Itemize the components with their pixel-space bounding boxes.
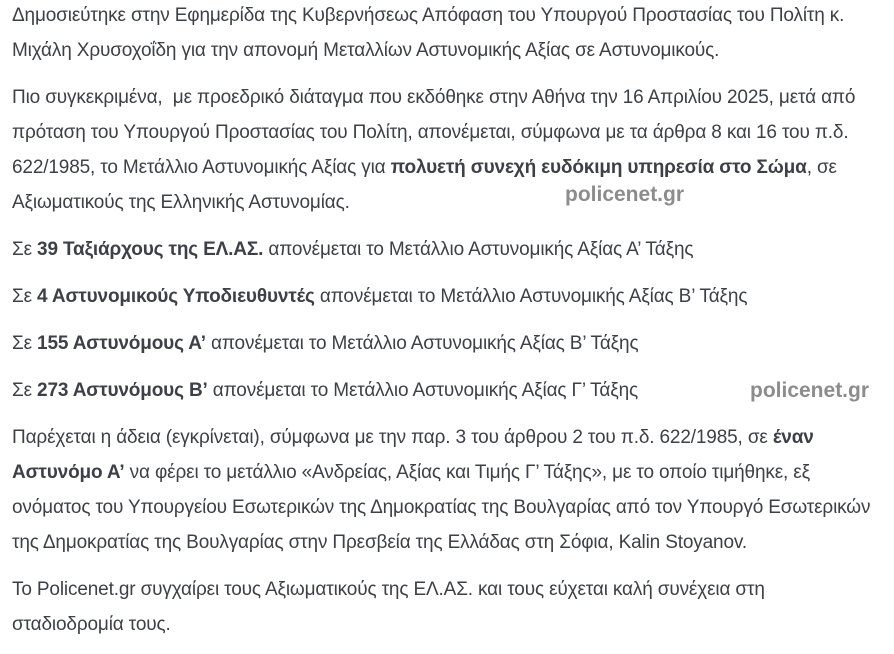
text-line: [12, 185, 888, 220]
text-run: Σε: [12, 333, 38, 354]
text-run: απονέμεται το Μετάλλιο Αστυνομικής Αξίας Β’ Τάξης: [205, 333, 639, 354]
text-run-bold: 4 Αστυνομικούς Υποδιευθυντές: [37, 286, 315, 307]
text-run: πρόταση του Υπουργού Προστασίας του Πολίτη, απονέμεται, σύμφωνα με τα άρθρα 8 και 16 του π.δ.: [12, 122, 849, 143]
text-run: Σε: [12, 239, 38, 260]
paragraph: [12, 232, 888, 267]
text-run-bold: πολυετή συνεχή ευδόκιμη υπηρεσία στο Σώμα: [390, 157, 807, 178]
text-run: Σε: [12, 380, 38, 401]
text-line: [12, 80, 888, 115]
paragraph: [12, 420, 888, 560]
text-run: σταδιοδρομία τους.: [12, 614, 171, 635]
text-line: [12, 572, 888, 607]
text-line: [12, 490, 888, 525]
paragraph: [12, 0, 888, 68]
text-line: [12, 525, 888, 560]
text-run: Σε: [12, 286, 38, 307]
text-run: απονέμεται το Μετάλλιο Αστυνομικής Αξίας Γ’ Τάξης: [207, 380, 639, 401]
text-run-bold: έναν: [772, 427, 814, 448]
text-run: απονέμεται το Μετάλλιο Αστυνομικής Αξίας Α’ Τάξης: [263, 239, 694, 260]
watermark-policenet: policenet.gr: [565, 183, 685, 206]
paragraph: [12, 279, 888, 314]
text-run: Μιχάλη Χρυσοχοΐδη για την απονομή Μεταλλίων Αστυνομικής Αξίας σε Αστυνομικούς.: [12, 40, 720, 61]
text-run: Πιο συγκεκριμένα, με προεδρικό διάταγμα που εκδόθηκε στην Αθήνα την 16 Απριλίου 2025, μετά από: [12, 87, 856, 108]
text-run-bold: 155 Αστυνόμους Α’: [37, 333, 206, 354]
text-run: Παρέχεται η άδεια (εγκρίνεται), σύμφωνα με την παρ. 3 του άρθρου 2 του π.δ. 622/1985, σε: [12, 427, 773, 448]
text-run: Δημοσιεύτηκε στην Εφημερίδα της Κυβερνήσεως Απόφαση του Υπουργού Προστασίας του Πολίτη κ.: [12, 5, 845, 26]
text-line: [12, 420, 888, 455]
article-body: [12, 0, 888, 654]
text-line: [12, 232, 888, 267]
text-run-bold: 39 Ταξιάρχους της ΕΛ.ΑΣ.: [37, 239, 264, 260]
text-line: [12, 115, 888, 150]
text-run: , σε: [806, 157, 837, 178]
paragraph: [12, 572, 888, 642]
text-line: [12, 607, 888, 642]
paragraph: [12, 80, 888, 220]
text-line: [12, 33, 888, 68]
text-run: Το Policenet.gr συγχαίρει τους Αξιωματικούς της ΕΛ.ΑΣ. και τους εύχεται καλή συνέχεια στη: [12, 579, 765, 600]
text-line: [12, 279, 888, 314]
text-line: [12, 326, 888, 361]
text-run-bold: 273 Αστυνόμους Β’: [37, 380, 208, 401]
paragraph: [12, 326, 888, 361]
text-line: [12, 455, 888, 490]
watermark-policenet: policenet.gr: [750, 379, 870, 402]
text-run: απονέμεται το Μετάλλιο Αστυνομικής Αξίας Β’ Τάξης: [314, 286, 748, 307]
text-line: [12, 150, 888, 185]
text-run: να φέρει το μετάλλιο «Ανδρείας, Αξίας και Τιμής Γ’ Τάξης», με το οποίο τιμήθηκε, εξ: [124, 462, 810, 483]
text-run-bold: Αστυνόμο Α’: [12, 462, 125, 483]
text-line: [12, 0, 888, 33]
text-run: Αξιωματικούς της Ελληνικής Αστυνομίας.: [12, 192, 350, 213]
text-run: ονόματος του Υπουργείου Εσωτερικών της Δημοκρατίας της Βουλγαρίας από τον Υπουργό Εσωτερικών: [12, 497, 871, 518]
text-run: 622/1985, το Μετάλλιο Αστυνομικής Αξίας για: [12, 157, 391, 178]
text-run: της Δημοκρατίας της Βουλγαρίας στην Πρεσβεία της Ελλάδας στη Σόφια, Kalin Stoyanov.: [12, 532, 747, 553]
